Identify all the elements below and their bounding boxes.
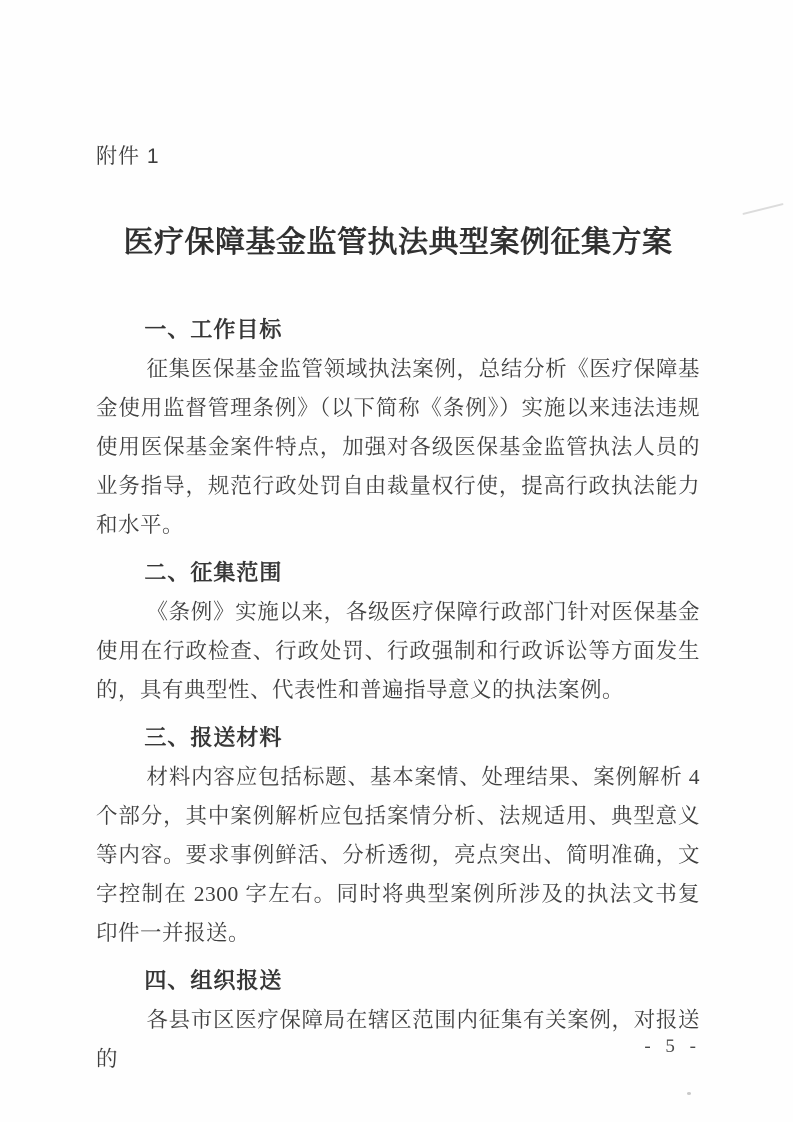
section-heading-submission-materials: 三、报送材料 <box>144 725 283 750</box>
section-heading-collection-scope: 二、征集范围 <box>144 560 283 585</box>
document-content <box>96 145 700 1079</box>
section-paragraph-submission-materials: 材料内容应包括标题、基本案情、处理结果、案例解析 4 个部分，其中案例解析应包括案情分析、法规适用、典型意义等内容。要求事例鲜活、分析透彻，亮点突出、简明准确，文字控制在 2300 字左右。同时将典型案例所涉及的执法文书复印件一并报送。 <box>96 765 700 945</box>
section-heading-work-goal: 一、工作目标 <box>144 317 283 342</box>
section-paragraph-organized-submission: 各县市区医疗保障局在辖区范围内征集有关案例，对报送的 <box>96 1008 700 1071</box>
section-paragraph-work-goal: 征集医保基金监管领域执法案例，总结分析《医疗保障基金使用监督管理条例》（以下简称《条例》）实施以来违法违规使用医保基金案件特点，加强对各级医保基金监管执法人员的业务指导，规范行政处罚自由裁量权行使，提高行政执法能力和水平。 <box>96 357 700 537</box>
section-work-goal <box>96 310 700 545</box>
section-heading-organized-submission: 四、组织报送 <box>144 968 283 993</box>
scan-artifact-dot <box>687 1092 691 1095</box>
attachment-label: 附件 1 <box>96 145 160 168</box>
section-collection-scope <box>96 553 700 710</box>
document-title: 医疗保障基金监管执法典型案例征集方案 <box>123 226 673 259</box>
section-submission-materials <box>96 718 700 953</box>
section-paragraph-collection-scope: 《条例》实施以来，各级医疗保障行政部门针对医保基金使用在行政检查、行政处罚、行政强制和行政诉讼等方面发生的，具有典型性、代表性和普遍指导意义的执法案例。 <box>96 600 700 702</box>
page-number: - 5 - <box>644 1036 701 1057</box>
section-organized-submission <box>96 961 700 1079</box>
scan-artifact-line <box>742 203 783 215</box>
